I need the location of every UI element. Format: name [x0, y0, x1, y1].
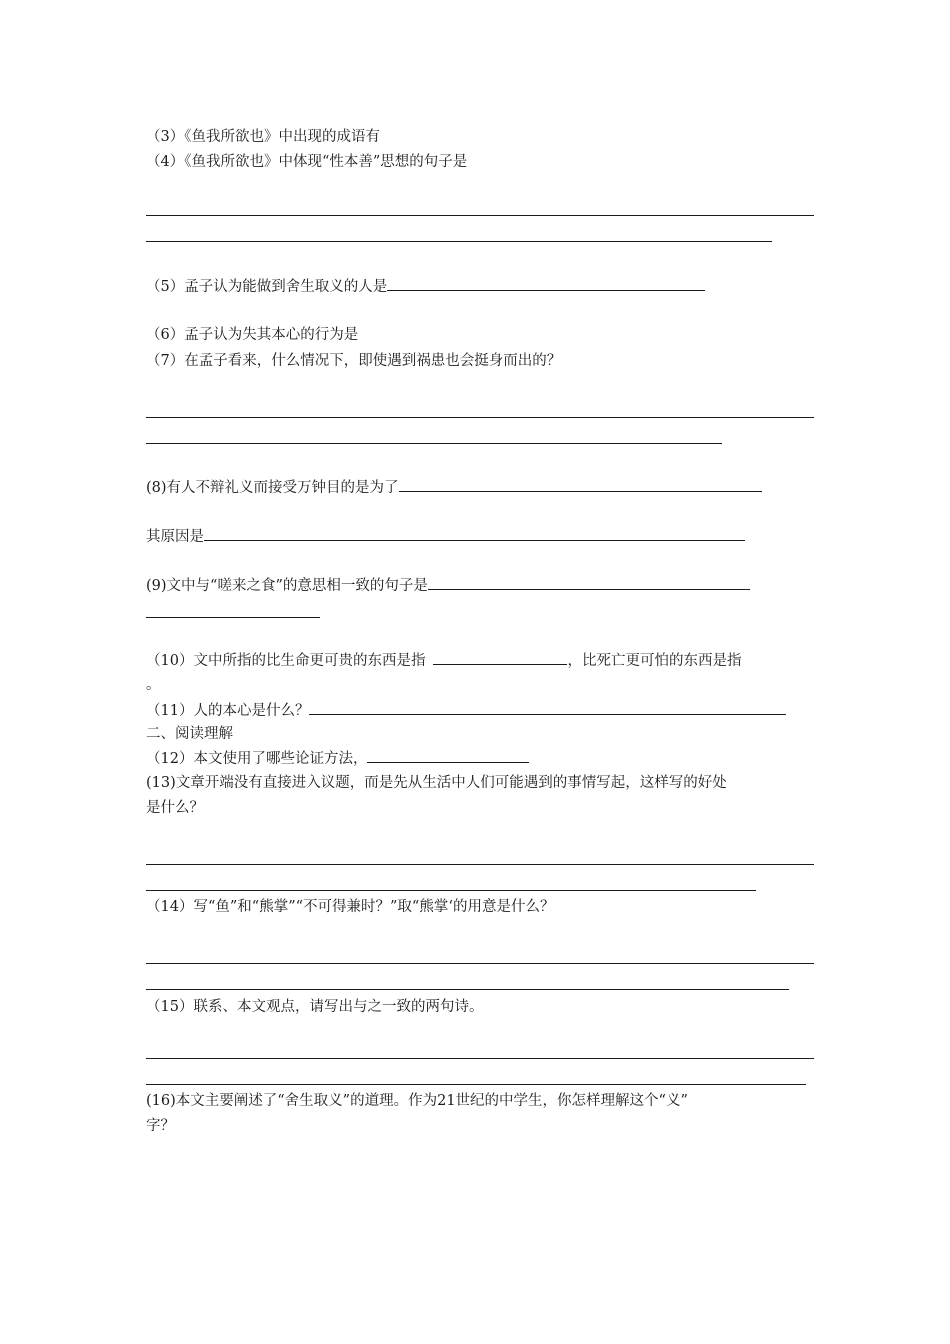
section-heading: 二、阅读理解: [146, 726, 233, 742]
question-10-text-a: （10）文中所指的比生命更可贵的东西是指: [146, 653, 426, 669]
answer-line: [146, 617, 320, 618]
answer-blank: [428, 575, 750, 590]
answer-blank: [387, 276, 705, 291]
question-3: （3）《鱼我所欲也》中出现的成语有: [146, 129, 380, 145]
question-5-text: （5）孟子认为能做到舍生取义的人是: [146, 279, 388, 295]
question-8: [146, 477, 762, 498]
question-5: [146, 276, 705, 297]
question-6: （6）孟子认为失其本心的行为是: [146, 327, 359, 343]
question-4: （4）《鱼我所欲也》中体现“性本善”思想的句子是: [146, 154, 468, 170]
question-13-cont: 是什么？: [146, 800, 204, 816]
question-16: (16)本文主要阐述了“舍生取义”的道理。作为21世纪的中学生，你怎样理解这个“义”: [146, 1093, 688, 1109]
question-13: (13)文章开端没有直接进入议题，而是先从生活中人们可能遇到的事情写起，这样写的好处: [146, 775, 727, 791]
answer-line: [146, 989, 789, 990]
question-15: （15）联系、本文观点，请写出与之一致的两句诗。: [146, 999, 484, 1015]
answer-line: [146, 417, 814, 418]
answer-line: [146, 864, 814, 865]
answer-blank: [433, 650, 567, 665]
question-9: [146, 575, 750, 596]
question-8-text: (8)有人不辩礼义而接受万钟目的是为了: [146, 480, 399, 496]
question-8-reason: [146, 526, 745, 547]
question-10-text-b: ，比死亡更可怕的东西是指: [567, 653, 742, 669]
question-8-reason-text: 其原因是: [146, 529, 204, 545]
question-11: [146, 700, 786, 721]
question-14: （14）写“鱼”和“熊掌”“不可得兼时？”取“熊掌‘的用意是什么？: [146, 899, 555, 915]
answer-blank: [367, 748, 529, 763]
answer-blank: [399, 477, 762, 492]
answer-line: [146, 215, 814, 216]
question-16-cont: 字？: [146, 1118, 175, 1134]
answer-blank: [309, 700, 786, 715]
question-12: [146, 748, 529, 769]
question-10-end: 。: [146, 677, 161, 693]
question-11-text: （11）人的本心是什么？: [146, 703, 310, 719]
question-10: [146, 650, 741, 671]
answer-line: [146, 443, 722, 444]
question-12-text: （12）本文使用了哪些论证方法，: [146, 751, 368, 767]
answer-line: [146, 1084, 806, 1085]
question-9-text: (9)文中与“嗟来之食”的意思相一致的句子是: [146, 578, 428, 594]
question-7: （7）在孟子看来，什么情况下，即使遇到祸患也会挺身而出的？: [146, 353, 562, 369]
answer-line: [146, 241, 772, 242]
answer-line: [146, 890, 756, 891]
answer-line: [146, 1058, 814, 1059]
answer-blank: [204, 526, 745, 541]
answer-line: [146, 963, 814, 964]
